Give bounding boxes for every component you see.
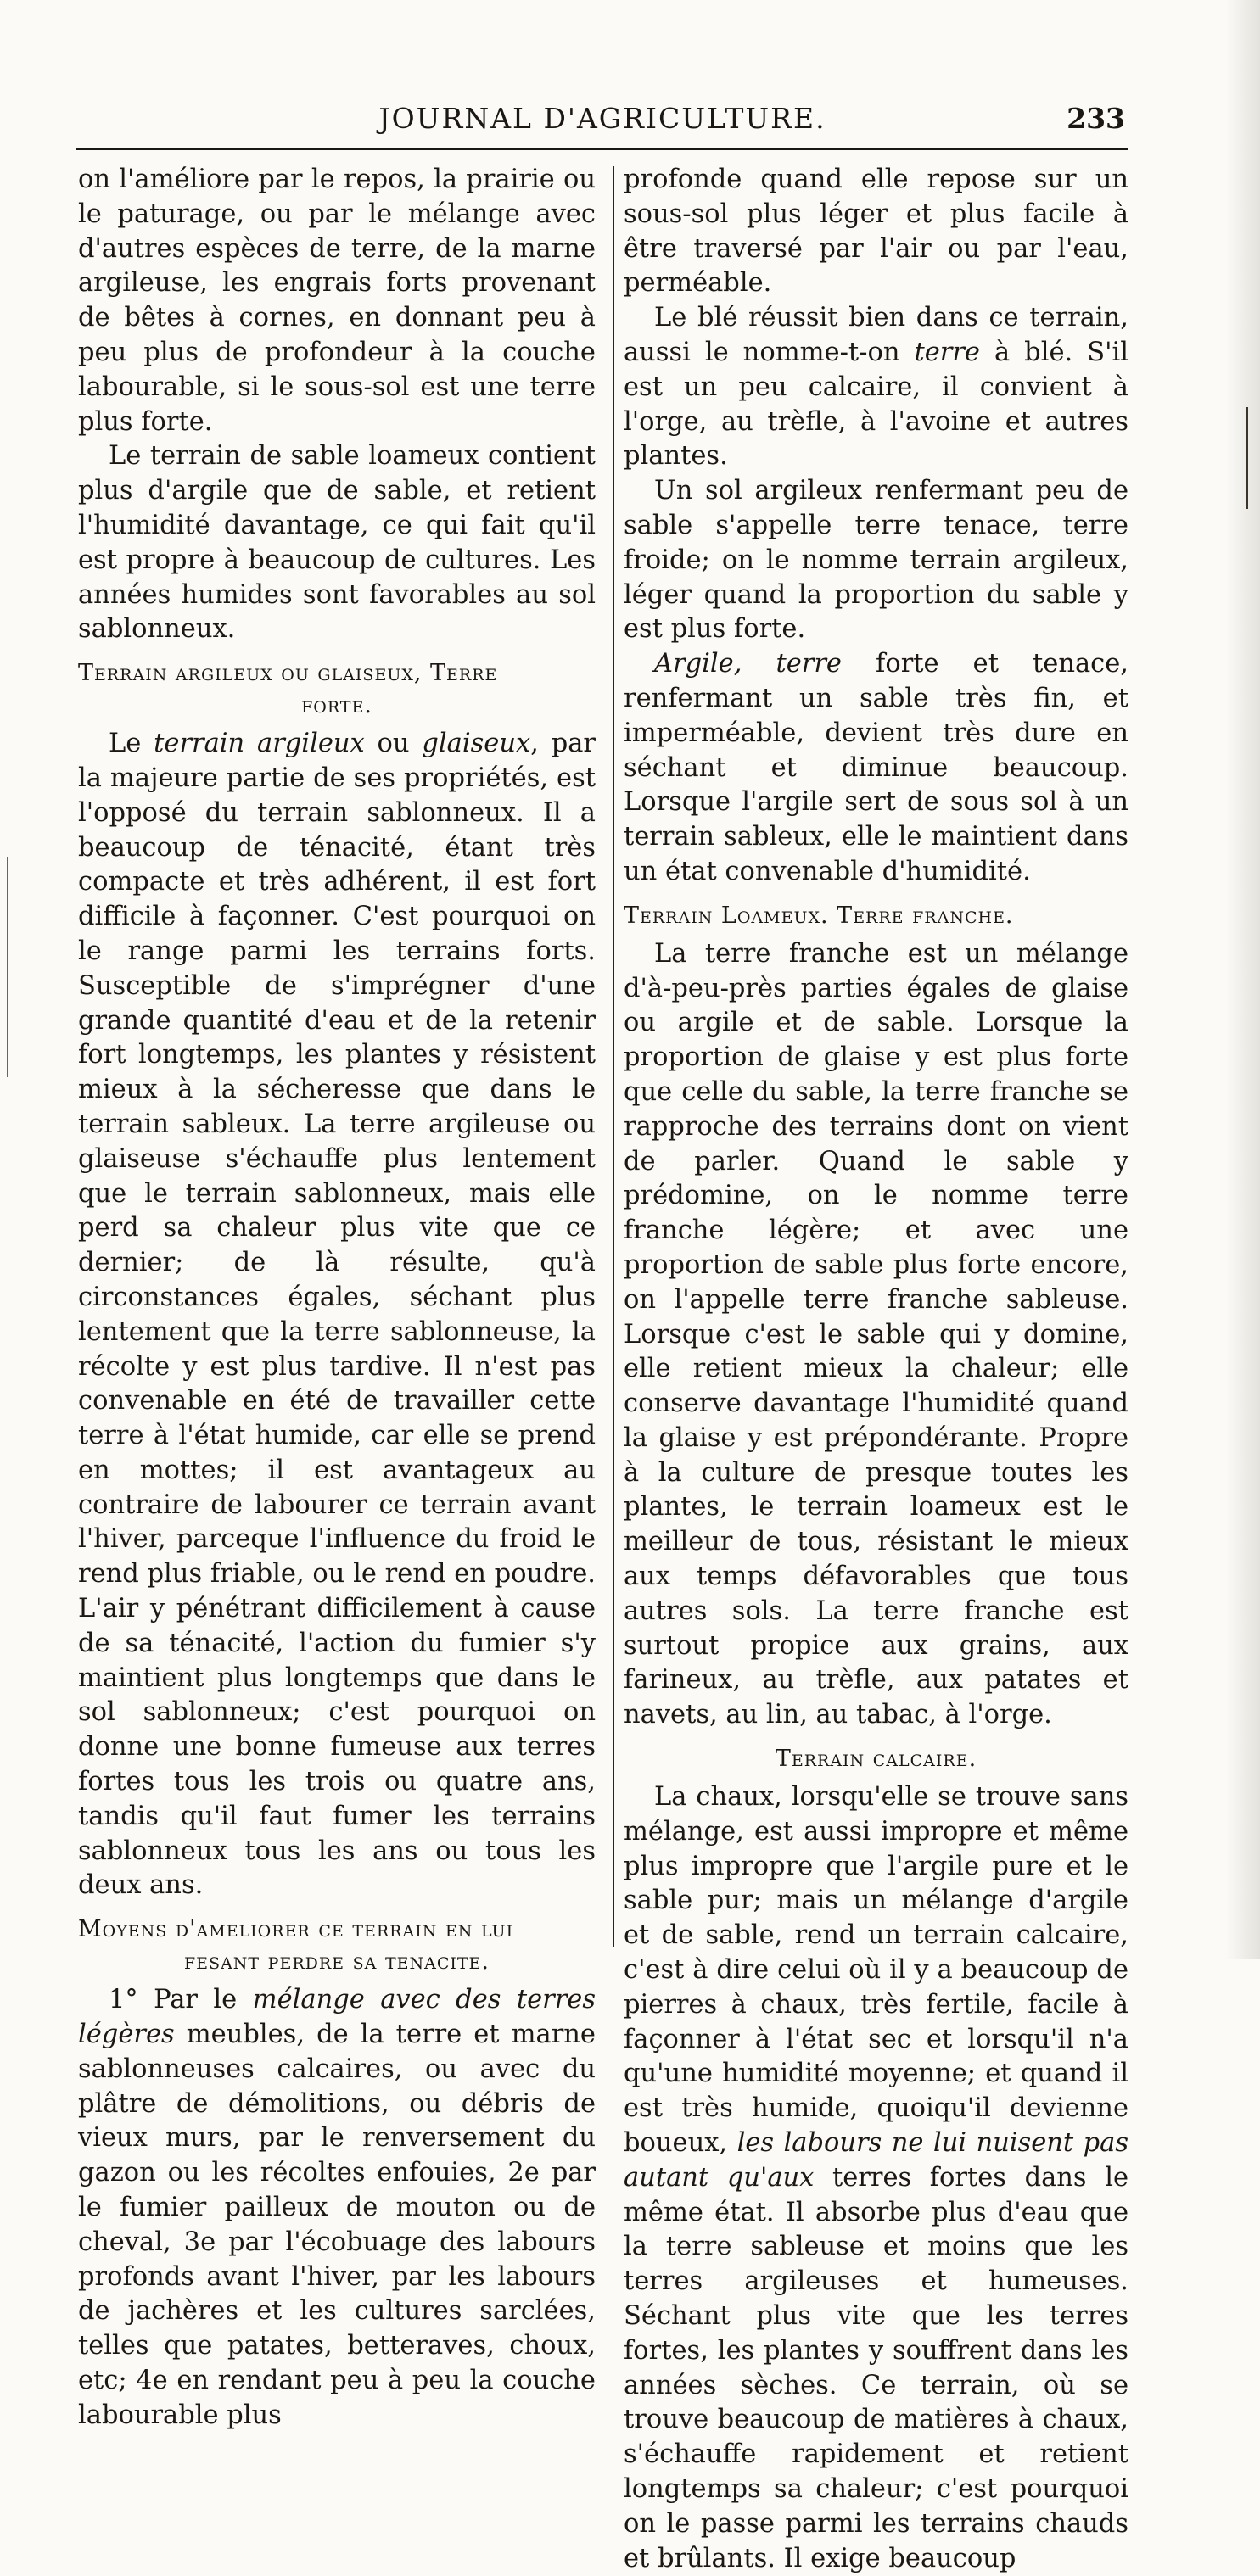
text-run: 1° Par le <box>109 1985 253 2015</box>
italic-text: glaiseux <box>422 729 531 759</box>
paragraph: La terre franche est un mélange d'à-peu-près parties égales de glaise ou argile et de sable. Lorsque la proportion de glaise y est plus forte que celle du sable, la terre franche se rapproche des terrains dont on vient de parler. Quand le sable y prédomine, on le nomme terre franche légère; et avec une proportion de sable plus forte encore, on l'appelle terre franche sableuse. Lorsque c'est le sable qui y domine, elle retient mieux la chaleur; elle conserve davantage l'humidité quand la glaise y est prépondérante. Propre à la culture de presque toutes les plantes, le terrain loameux est le meilleur de tous, résistant le mieux aux temps défavorables que tous autres sols. La terre franche est surtout propice aux grains, aux farineux, au trèfle, aux patates et navets, au lin, au tabac, à l'orge. <box>624 938 1128 1730</box>
paragraph: profonde quand elle repose sur un sous-sol plus léger et plus facile à être traversé par l'air ou par l'eau, perméable. <box>624 165 1128 299</box>
italic-text: Argile, terre <box>654 649 842 679</box>
scan-edge-shadow <box>1226 0 1260 1959</box>
page-number: 233 <box>1067 102 1125 135</box>
paragraph: Un sol argileux renfermant peu de sable s'appelle terre tenace, terre froide; on le nomme terrain argileux, léger quand la proportion du sable y est plus forte. <box>624 476 1128 645</box>
text-run: terres fortes dans le même état. Il absorbe plus d'eau que la terre sableuse et moins que les terres argileuses et humeuses. Séchant plus vite que les terres fortes, les plantes y souffrent dans les années sèches. Ce terrain, où se trouve beaucoup de matières à chaux, s'échauffe rapidement et retient longtemps sa chaleur; c'est pourquoi on le passe parmi les terrains chauds et brûlants. Il exige beaucoup <box>624 2162 1128 2573</box>
journal-title: JOURNAL D'AGRICULTURE. <box>378 102 826 135</box>
text-run: Le <box>109 729 154 759</box>
paragraph: on l'améliore par le repos, la prairie ou le paturage, ou par le mélange avec d'autres espèces de terre, de la marne argileuse, les engrais forts provenant de bêtes à cornes, en donnant peu à peu plus de profondeur à la couche labourable, si le sous-sol est une terre plus forte. <box>78 165 596 437</box>
text-run: Le blé réussit bien dans ce terrain, aussi le nomme-t-on <box>624 303 1128 367</box>
left-column <box>78 163 596 2434</box>
text-run: meubles, de la terre et marne sablonneuses calcaires, ou avec du plâtre de démolitions, ou débris de vieux murs, par le renversement du gazon ou les récoltes enfouies, 2e par le fumier pailleux de mouton ou de cheval, 3e par l'écobuage des labours profonds avant l'hiver, par les labours de jachères et les cultures sarclées, telles que patates, betteraves, choux, etc; 4e en rendant peu à peu la couche labourable plus <box>78 2020 596 2430</box>
italic-text: mélange avec des terres légères <box>78 1985 596 2050</box>
italic-text: terre <box>914 337 980 367</box>
header-rule-thick <box>76 148 1128 150</box>
italic-text: les labours ne lui nuisent pas autant qu'aux <box>624 2128 1128 2193</box>
section-heading: Terrain calcaire. <box>775 1746 977 1773</box>
text-run: , par la majeure partie de ses propriétés, est l'opposé du terrain sablonneux. Il a beaucoup de ténacité, étant très compacte et très adhérent, il est fort difficile à façonner. C'est pourquoi on le range parmi les terrains forts. Susceptible de s'imprégner d'une grande quantité d'eau et de la retenir fort longtemps, les plantes y résistent mieux à la sécheresse que dans le terrain sableux. La terre argileuse ou glaiseuse s'échauffe plus lentement que le terrain sablonneux, mais elle perd sa chaleur plus vite que ce dernier; de là résulte, qu'à circonstances égales, séchant plus lentement que la terre sablonneuse, la récolte y est plus tardive. Il n'est pas convenable en été de travailler cette terre à l'état humide, car elle se prend en mottes; il est avantageux au contraire de labourer ce terrain avant l'hiver, parceque l'influence du froid le rend plus friable, ou le rend en poudre. L'air y pénétrant difficilement à cause de sa ténacité, l'action du fumier s'y maintient plus longtemps que dans le sol sablonneux; c'est pourquoi on donne une bonne fumeuse aux terres fortes tous les trois ou quatre ans, tandis qu'il faut fumer les terrains sablonneux tous les ans ou tous les deux ans. <box>78 729 596 1901</box>
text-run: forte et tenace, renfermant un sable très fin, et imperméable, devient très dure en séchant et diminue beaucoup. Lorsque l'argile sert de sous sol à un terrain sableux, elle le maintient dans un état convenable d'humidité. <box>624 649 1128 886</box>
section-heading: Terrain Loameux. Terre franche. <box>624 902 1014 929</box>
scan-artifact <box>7 857 8 1077</box>
paragraph <box>78 1983 596 2433</box>
paragraph <box>624 647 1128 890</box>
paragraph <box>624 1780 1128 2576</box>
scan-artifact <box>1246 407 1248 509</box>
paragraph <box>78 727 596 1903</box>
heading-line: forte. <box>301 692 372 719</box>
heading-line: fesant perdre sa tenacite. <box>184 1948 490 1975</box>
italic-text: terrain argileux <box>154 729 365 759</box>
text-run: ou <box>364 729 423 759</box>
column-divider <box>613 166 614 1947</box>
paragraph: Le terrain de sable loameux contient plus d'argile que de sable, et retient l'humidité davantage, ce qui fait qu'il est propre à beaucoup de cultures. Les années humides sont favorables au sol sablonneux. <box>78 441 596 645</box>
heading-line: Moyens d'ameliorer ce terrain en lui <box>78 1916 514 1943</box>
right-column <box>624 163 1128 2576</box>
page-header <box>76 102 1128 141</box>
text-run: à blé. S'il est un peu calcaire, il convient à l'orge, au trèfle, à l'avoine et autres plantes. <box>624 337 1128 472</box>
section-heading <box>78 1914 596 1978</box>
paragraph <box>624 301 1128 474</box>
heading-line: Terrain argileux ou glaiseux, Terre <box>78 660 498 687</box>
text-run: La chaux, lorsqu'elle se trouve sans mélange, est aussi impropre et même plus impropre que l'argile pure et le sable pur; mais un mélange d'argile et de sable, rend un terrain calcaire, c'est à dire celui où il y a beaucoup de pierres à chaux, très fertile, facile à façonner à l'état sec et lorsqu'il n'a qu'une humidité moyenne; et quand il est très humide, quoiqu'il devienne boueux, <box>624 1782 1128 2159</box>
section-heading <box>78 657 596 722</box>
